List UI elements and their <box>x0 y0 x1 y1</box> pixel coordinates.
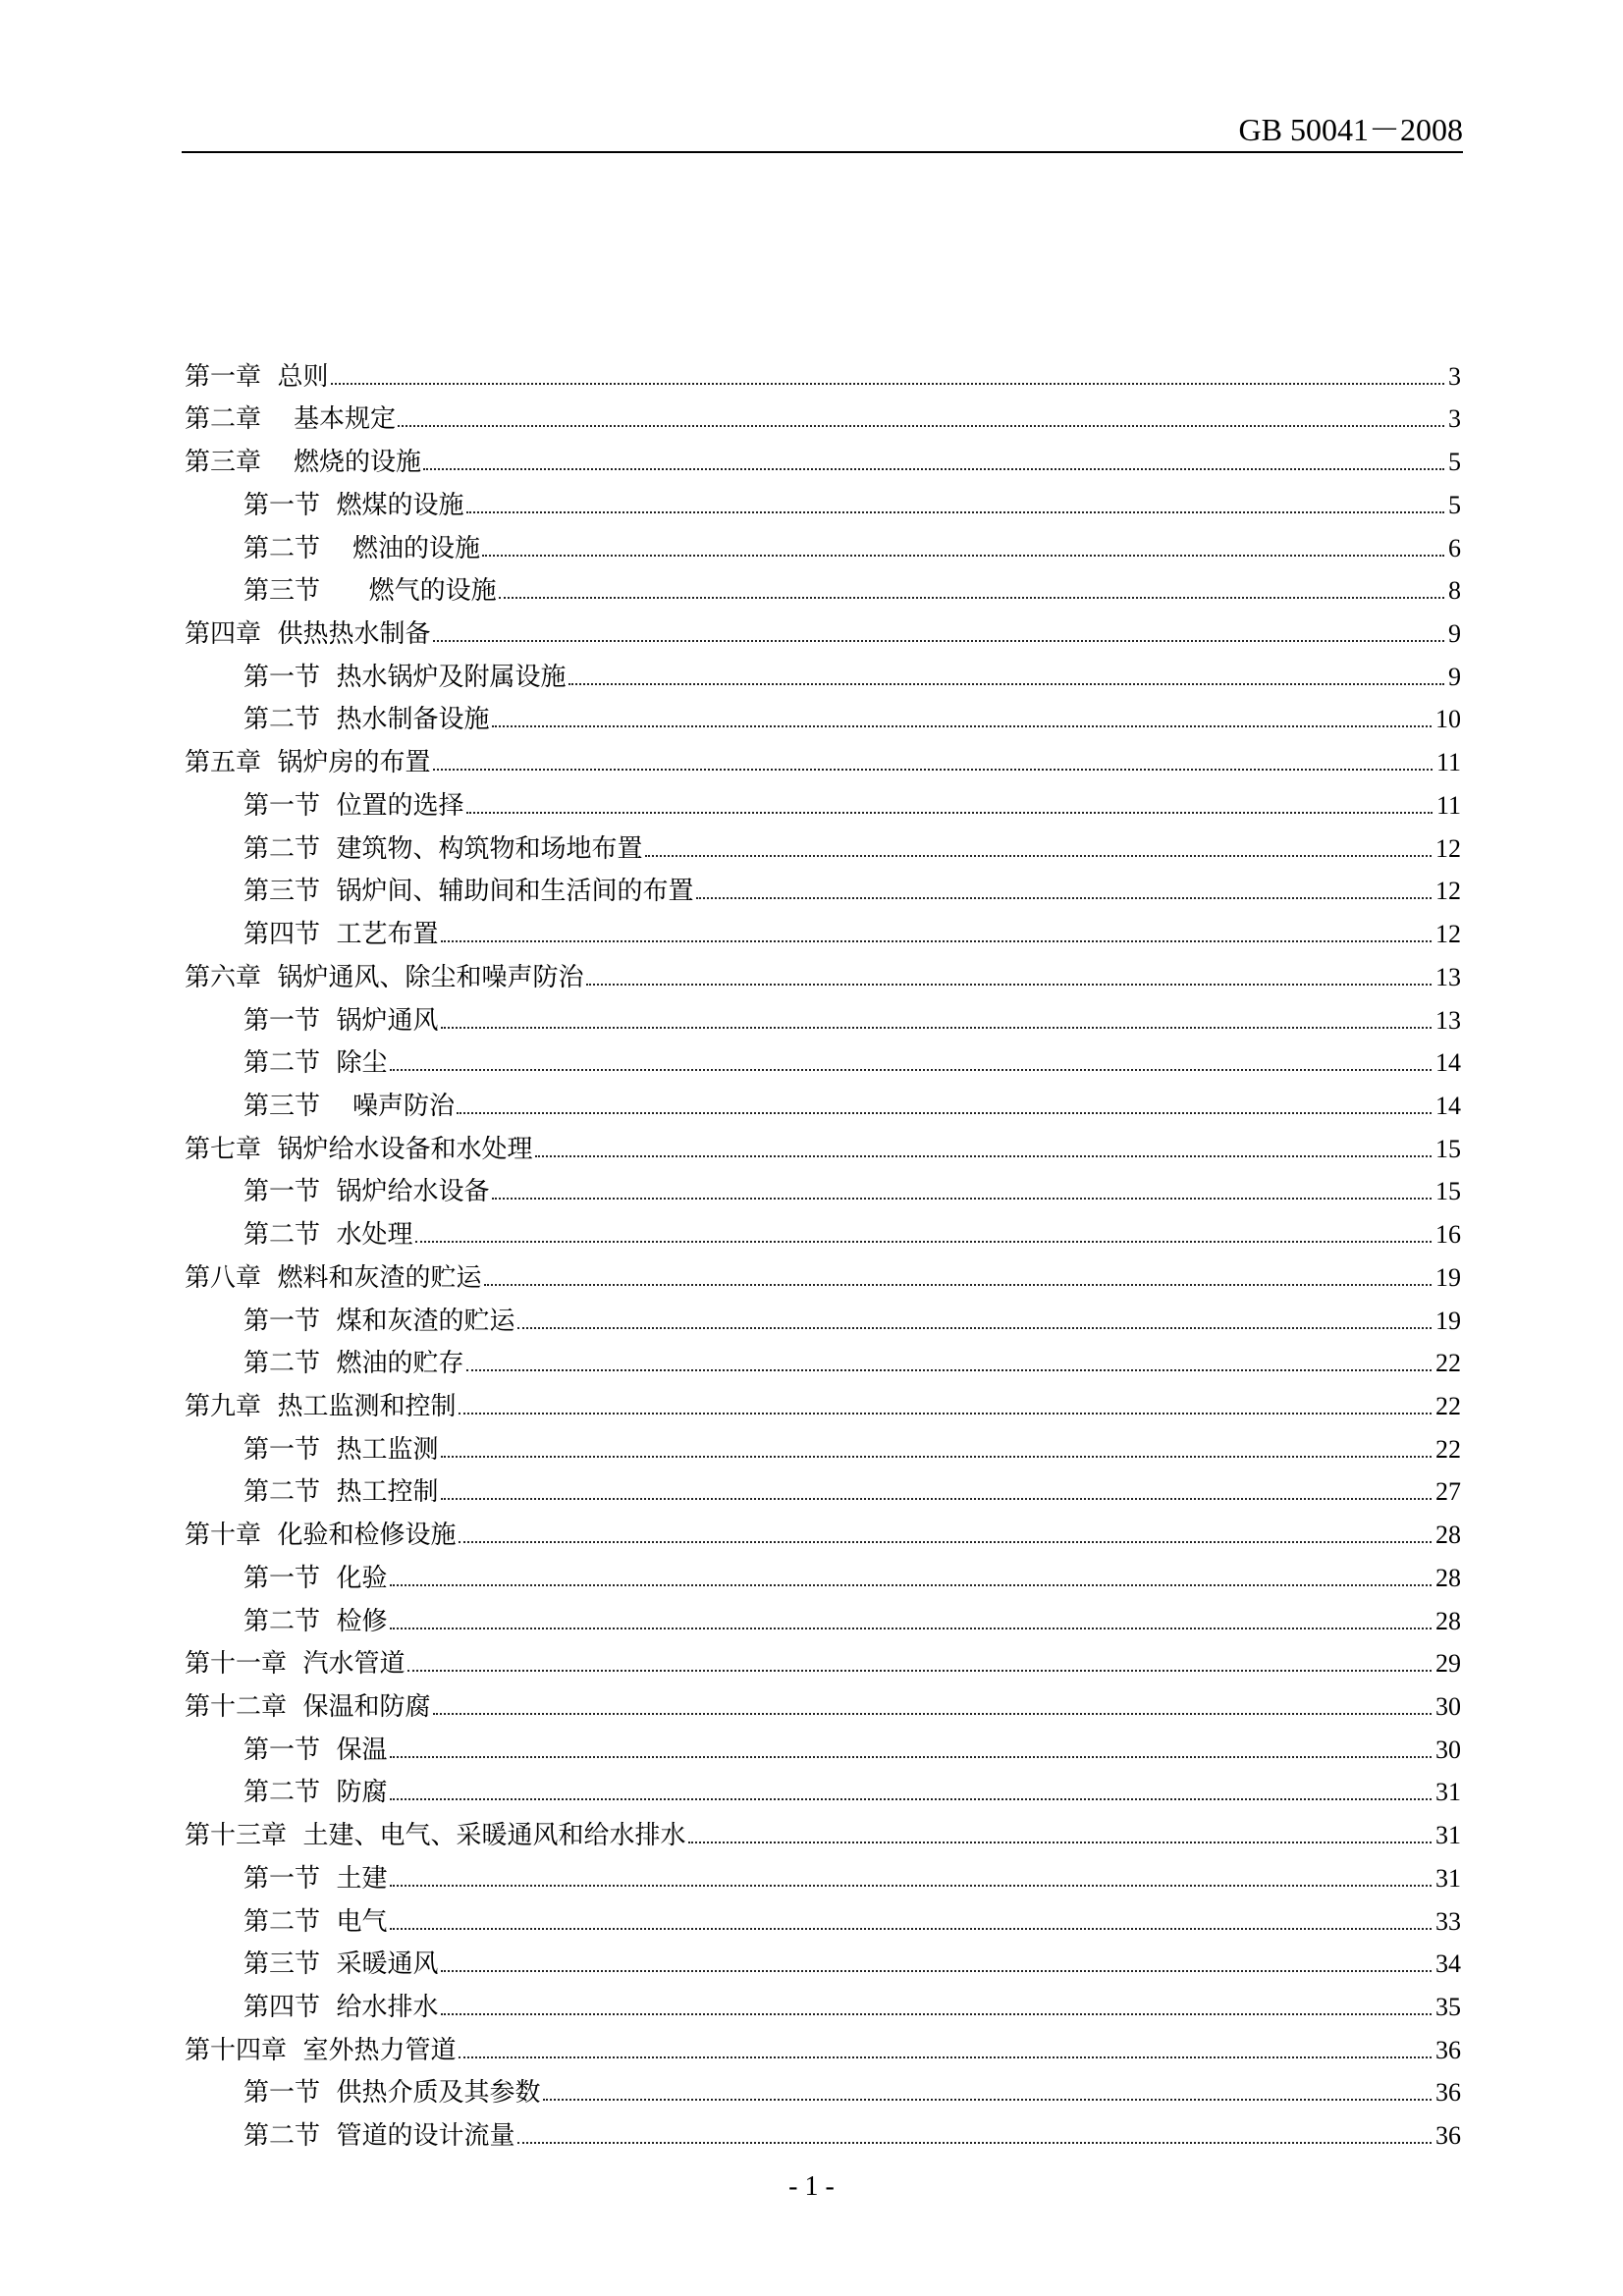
toc-section-entry[interactable] <box>185 1166 1461 1209</box>
toc-entry-page: 5 <box>1448 490 1461 519</box>
toc-entry-page: 31 <box>1435 1778 1461 1807</box>
toc-entry-page: 27 <box>1435 1477 1461 1507</box>
toc-entry-title: 第七章 锅炉给水设备和水处理 <box>185 1134 533 1164</box>
toc-entry-page: 33 <box>1435 1906 1461 1936</box>
toc-entry-page: 22 <box>1435 1434 1461 1464</box>
page-number: - 1 - <box>788 2171 835 2202</box>
toc-entry-title: 第三章 燃烧的设施 <box>185 448 422 478</box>
toc-dot-leader <box>415 1241 1432 1243</box>
toc-dot-leader <box>645 855 1432 857</box>
toc-entry-page: 29 <box>1435 1649 1461 1679</box>
toc-section-entry[interactable] <box>185 1939 1461 1982</box>
toc-entry-page: 5 <box>1448 448 1461 477</box>
toc-entry-page: 31 <box>1435 1863 1461 1893</box>
toc-entry-page: 15 <box>1435 1134 1461 1163</box>
toc-entry-page: 11 <box>1435 790 1461 820</box>
toc-entry-page: 15 <box>1435 1177 1461 1206</box>
toc-dot-leader <box>441 1027 1432 1029</box>
toc-chapter-entry[interactable] <box>185 2024 1461 2067</box>
toc-entry-page: 14 <box>1435 1048 1461 1078</box>
toc-entry-title: 第十章 化验和检修设施 <box>185 1521 457 1551</box>
toc-dot-leader <box>390 1628 1432 1629</box>
toc-section-entry[interactable] <box>185 1724 1461 1767</box>
toc-entry-page: 35 <box>1435 1993 1461 2022</box>
toc-entry-title: 第三节 燃气的设施 <box>243 576 497 607</box>
standard-code: GB 50041－2008 <box>1238 112 1463 147</box>
toc-entry-title: 第二节 电气 <box>243 1906 388 1937</box>
toc-dot-leader <box>398 425 1444 427</box>
toc-chapter-entry[interactable] <box>185 1380 1461 1423</box>
toc-dot-leader <box>459 1413 1432 1415</box>
toc-entry-title: 第十四章 室外热力管道 <box>185 2035 457 2065</box>
toc-entry-title: 第二节 水处理 <box>243 1220 413 1251</box>
toc-section-entry[interactable] <box>185 2109 1461 2153</box>
toc-dot-leader <box>535 1155 1432 1157</box>
toc-section-entry[interactable] <box>185 1467 1461 1510</box>
toc-entry-title: 第十三章 土建、电气、采暖通风和给水排水 <box>185 1821 686 1851</box>
toc-entry-title: 第一节 煤和灰渣的贮运 <box>243 1306 515 1336</box>
toc-entry-page: 30 <box>1435 1692 1461 1721</box>
toc-entry-title: 第三节 锅炉间、辅助间和生活间的布置 <box>243 877 694 907</box>
toc-section-entry[interactable] <box>185 823 1461 866</box>
toc-entry-title: 第十二章 保温和防腐 <box>185 1692 431 1722</box>
toc-dot-leader <box>433 769 1433 771</box>
toc-dot-leader <box>543 2099 1432 2101</box>
toc-entry-page: 28 <box>1435 1563 1461 1592</box>
toc-dot-leader <box>568 683 1444 685</box>
toc-dot-leader <box>390 1798 1432 1800</box>
toc-entry-title: 第六章 锅炉通风、除尘和噪声防治 <box>185 962 584 992</box>
toc-entry-page: 30 <box>1435 1735 1461 1764</box>
toc-entry-page: 16 <box>1435 1220 1461 1250</box>
toc-entry-title: 第一节 土建 <box>243 1863 388 1894</box>
toc-entry-title: 第一章 总则 <box>185 361 329 392</box>
toc-section-entry[interactable] <box>185 1981 1461 2024</box>
toc-entry-title: 第九章 热工监测和控制 <box>185 1391 457 1421</box>
toc-entry-title: 第五章 锅炉房的布置 <box>185 748 431 778</box>
toc-entry-title: 第二节 检修 <box>243 1606 388 1636</box>
toc-dot-leader <box>482 555 1444 557</box>
toc-dot-leader <box>466 812 1433 814</box>
toc-dot-leader <box>517 1327 1432 1329</box>
toc-section-entry[interactable] <box>185 1038 1461 1081</box>
toc-dot-leader <box>459 2056 1432 2058</box>
toc-dot-leader <box>441 2013 1432 2015</box>
toc-entry-page: 22 <box>1435 1349 1461 1378</box>
toc-dot-leader <box>331 383 1444 385</box>
toc-entry-page: 13 <box>1435 1005 1461 1035</box>
toc-chapter-entry[interactable] <box>185 436 1461 479</box>
toc-chapter-entry[interactable] <box>185 1638 1461 1682</box>
table-of-contents <box>185 350 1461 2153</box>
toc-entry-title: 第二章 基本规定 <box>185 404 397 435</box>
toc-section-entry[interactable] <box>185 994 1461 1038</box>
toc-entry-page: 19 <box>1435 1262 1461 1292</box>
toc-section-entry[interactable] <box>185 1767 1461 1810</box>
toc-entry-page: 3 <box>1448 361 1461 391</box>
toc-dot-leader <box>499 597 1444 599</box>
toc-section-entry[interactable] <box>185 1080 1461 1123</box>
toc-entry-page: 12 <box>1435 877 1461 906</box>
toc-section-entry[interactable] <box>185 694 1461 737</box>
toc-section-entry[interactable] <box>185 1595 1461 1638</box>
toc-entry-page: 11 <box>1435 748 1461 777</box>
toc-dot-leader <box>457 1112 1432 1114</box>
toc-section-entry[interactable] <box>185 1295 1461 1338</box>
toc-entry-page: 31 <box>1435 1821 1461 1850</box>
toc-entry-title: 第二节 管道的设计流量 <box>243 2121 515 2152</box>
toc-entry-title: 第三节 噪声防治 <box>243 1091 456 1121</box>
toc-dot-leader <box>466 1369 1432 1371</box>
toc-entry-page: 19 <box>1435 1306 1461 1335</box>
toc-entry-title: 第二节 防腐 <box>243 1778 388 1808</box>
toc-entry-page: 6 <box>1448 533 1461 562</box>
toc-dot-leader <box>492 1198 1432 1200</box>
toc-dot-leader <box>390 1928 1432 1930</box>
toc-dot-leader <box>433 640 1444 642</box>
toc-entry-page: 9 <box>1448 619 1461 649</box>
toc-dot-leader <box>459 1541 1432 1543</box>
toc-entry-page: 36 <box>1435 2035 1461 2064</box>
toc-entry-page: 12 <box>1435 920 1461 949</box>
toc-dot-leader <box>441 940 1432 942</box>
toc-entry-title: 第一节 化验 <box>243 1563 388 1593</box>
toc-chapter-entry[interactable] <box>185 951 1461 994</box>
toc-entry-title: 第二节 燃油的设施 <box>243 533 481 563</box>
toc-entry-page: 36 <box>1435 2121 1461 2151</box>
toc-entry-title: 第一节 燃煤的设施 <box>243 490 464 520</box>
toc-dot-leader <box>423 468 1444 470</box>
toc-dot-leader <box>407 1670 1432 1672</box>
toc-section-entry[interactable] <box>185 1552 1461 1595</box>
toc-dot-leader <box>441 1970 1432 1972</box>
toc-entry-title: 第二节 热工控制 <box>243 1477 439 1508</box>
toc-section-entry[interactable] <box>185 479 1461 522</box>
toc-chapter-entry[interactable] <box>185 1809 1461 1852</box>
toc-chapter-entry[interactable] <box>185 608 1461 651</box>
toc-entry-title: 第八章 燃料和灰渣的贮运 <box>185 1262 482 1293</box>
toc-entry-page: 8 <box>1448 576 1461 606</box>
toc-dot-leader <box>390 1756 1432 1758</box>
page-header <box>182 106 1463 153</box>
toc-entry-title: 第一节 保温 <box>243 1735 388 1765</box>
toc-entry-title: 第二节 除尘 <box>243 1048 388 1079</box>
toc-dot-leader <box>517 2142 1432 2144</box>
toc-dot-leader <box>441 1456 1432 1458</box>
toc-entry-title: 第一节 锅炉通风 <box>243 1005 439 1036</box>
toc-entry-page: 28 <box>1435 1606 1461 1635</box>
toc-section-entry[interactable] <box>185 522 1461 565</box>
toc-entry-page: 14 <box>1435 1091 1461 1120</box>
toc-chapter-entry[interactable] <box>185 350 1461 394</box>
toc-entry-title: 第三节 采暖通风 <box>243 1949 439 1980</box>
toc-entry-title: 第四章 供热热水制备 <box>185 619 431 650</box>
toc-chapter-entry[interactable] <box>185 394 1461 437</box>
toc-entry-page: 22 <box>1435 1391 1461 1420</box>
toc-dot-leader <box>441 1498 1432 1500</box>
toc-chapter-entry[interactable] <box>185 1681 1461 1724</box>
toc-section-entry[interactable] <box>185 1896 1461 1939</box>
toc-entry-page: 12 <box>1435 833 1461 863</box>
toc-dot-leader <box>390 1885 1432 1887</box>
toc-entry-title: 第二节 燃油的贮存 <box>243 1349 464 1379</box>
toc-chapter-entry[interactable] <box>185 1509 1461 1552</box>
toc-dot-leader <box>390 1584 1432 1586</box>
toc-dot-leader <box>433 1713 1432 1715</box>
toc-entry-page: 34 <box>1435 1949 1461 1979</box>
toc-section-entry[interactable] <box>185 1423 1461 1467</box>
toc-dot-leader <box>492 725 1432 727</box>
toc-section-entry[interactable] <box>185 1852 1461 1896</box>
toc-section-entry[interactable] <box>185 651 1461 694</box>
toc-chapter-entry[interactable] <box>185 1252 1461 1295</box>
toc-section-entry[interactable] <box>185 779 1461 823</box>
toc-dot-leader <box>688 1842 1432 1843</box>
toc-chapter-entry[interactable] <box>185 736 1461 779</box>
toc-entry-title: 第一节 锅炉给水设备 <box>243 1177 490 1207</box>
toc-section-entry[interactable] <box>185 908 1461 951</box>
toc-entry-title: 第一节 热工监测 <box>243 1434 439 1465</box>
toc-section-entry[interactable] <box>185 866 1461 909</box>
toc-entry-page: 9 <box>1448 662 1461 691</box>
toc-dot-leader <box>390 1069 1432 1071</box>
toc-entry-page: 10 <box>1435 705 1461 734</box>
toc-entry-title: 第二节 热水制备设施 <box>243 705 490 735</box>
toc-entry-title: 第一节 热水锅炉及附属设施 <box>243 662 567 692</box>
toc-dot-leader <box>696 897 1432 899</box>
toc-entry-title: 第二节 建筑物、构筑物和场地布置 <box>243 833 643 864</box>
toc-entry-title: 第一节 位置的选择 <box>243 790 464 821</box>
toc-dot-leader <box>466 511 1444 513</box>
toc-section-entry[interactable] <box>185 565 1461 609</box>
toc-section-entry[interactable] <box>185 1338 1461 1381</box>
toc-entry-page: 36 <box>1435 2078 1461 2108</box>
toc-dot-leader <box>484 1284 1432 1286</box>
toc-section-entry[interactable] <box>185 2067 1461 2110</box>
toc-entry-title: 第一节 供热介质及其参数 <box>243 2078 541 2109</box>
toc-entry-title: 第四节 工艺布置 <box>243 920 439 950</box>
toc-entry-page: 13 <box>1435 962 1461 991</box>
toc-dot-leader <box>586 984 1432 986</box>
toc-entry-page: 28 <box>1435 1521 1461 1550</box>
toc-chapter-entry[interactable] <box>185 1123 1461 1166</box>
toc-entry-title: 第四节 给水排水 <box>243 1993 439 2023</box>
toc-entry-title: 第十一章 汽水管道 <box>185 1649 406 1680</box>
toc-section-entry[interactable] <box>185 1208 1461 1252</box>
toc-entry-page: 3 <box>1448 404 1461 434</box>
